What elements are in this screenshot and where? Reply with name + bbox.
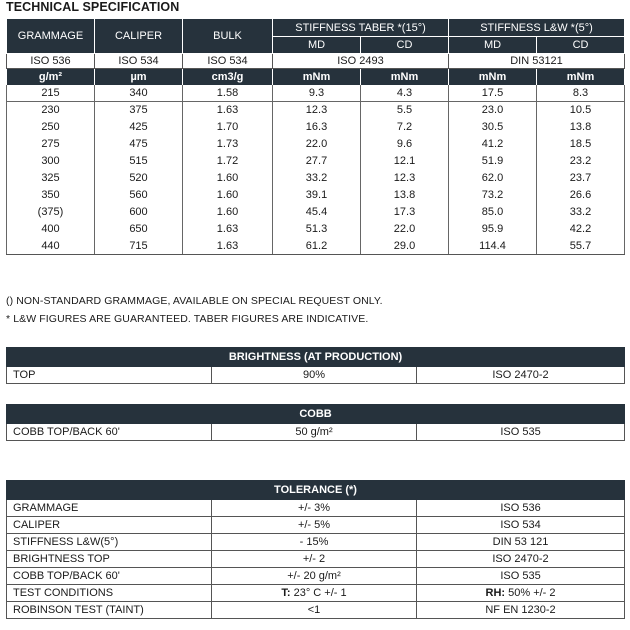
taber-cd-header: CD [361, 37, 449, 54]
tolerance-row [7, 517, 625, 534]
unit-cell: µm [95, 69, 183, 85]
unit-cell: cm3/g [183, 69, 273, 85]
spec-cell: 85.0 [449, 204, 537, 221]
brightness-header: BRIGHTNESS (AT PRODUCTION) [7, 348, 625, 367]
tolerance-standard: ISO 535 [417, 568, 625, 585]
tolerance-value: - 15% [212, 534, 417, 551]
spec-cell: 215 [7, 85, 95, 102]
spec-cell: 325 [7, 170, 95, 187]
robinson-row [7, 602, 625, 619]
tolerance-row [7, 568, 625, 585]
spec-cell: 475 [95, 136, 183, 153]
spec-cell: 22.0 [273, 136, 361, 153]
tolerance-row [7, 500, 625, 517]
spec-cell: 350 [7, 187, 95, 204]
spec-cell: 275 [7, 136, 95, 153]
spec-cell: 23.2 [537, 153, 625, 170]
tolerance-standard: DIN 53 121 [417, 534, 625, 551]
spec-cell: 12.3 [361, 170, 449, 187]
spec-cell: 1.63 [183, 221, 273, 238]
tolerance-standard: ISO 536 [417, 500, 625, 517]
cobb-label: COBB TOP/BACK 60' [7, 424, 212, 441]
spec-cell: 8.3 [537, 85, 625, 102]
spec-cell: 26.6 [537, 187, 625, 204]
note-guarantee: * L&W FIGURES ARE GUARANTEED. TABER FIGURES ARE INDICATIVE. [6, 313, 369, 325]
spec-cell: 1.63 [183, 102, 273, 119]
unit-cell: mNm [361, 69, 449, 85]
taber-md-header: MD [273, 37, 361, 54]
brightness-standard: ISO 2470-2 [417, 367, 625, 384]
note-nonstandard: () NON-STANDARD GRAMMAGE, AVAILABLE ON SPECIAL REQUEST ONLY. [6, 295, 383, 307]
spec-cell: 520 [95, 170, 183, 187]
col-caliper-header: CALIPER [95, 19, 183, 54]
temperature-text: 23° C +/- 1 [290, 587, 347, 599]
tolerance-standard: ISO 534 [417, 517, 625, 534]
col-taber-header: STIFFNESS TABER *(15°) [273, 19, 449, 37]
spec-row [7, 238, 625, 255]
col-lw-header: STIFFNESS L&W *(5°) [449, 19, 625, 37]
spec-cell: 29.0 [361, 238, 449, 255]
tolerance-row [7, 551, 625, 568]
brightness-label: TOP [7, 367, 212, 384]
spec-cell: 9.6 [361, 136, 449, 153]
brightness-value: 90% [212, 367, 417, 384]
standard-cell: DIN 53121 [449, 54, 625, 69]
spec-cell: 600 [95, 204, 183, 221]
tolerance-row [7, 534, 625, 551]
spec-cell: 250 [7, 119, 95, 136]
spec-cell: 17.3 [361, 204, 449, 221]
standard-cell: ISO 534 [95, 54, 183, 69]
lw-md-header: MD [449, 37, 537, 54]
humidity-text: 50% +/- 2 [505, 587, 556, 599]
tolerance-value: +/- 3% [212, 500, 417, 517]
robinson-label: ROBINSON TEST (TAINT) [7, 602, 212, 619]
cobb-header: COBB [7, 405, 625, 424]
standard-cell: ISO 536 [7, 54, 95, 69]
spec-cell: 1.63 [183, 238, 273, 255]
spec-cell: 55.7 [537, 238, 625, 255]
tolerance-label: BRIGHTNESS TOP [7, 551, 212, 568]
humidity-key: RH: [485, 587, 506, 599]
robinson-value: <1 [212, 602, 417, 619]
spec-row [7, 102, 625, 119]
spec-cell: 1.60 [183, 170, 273, 187]
spec-cell: 61.2 [273, 238, 361, 255]
spec-cell: 400 [7, 221, 95, 238]
spec-cell: 41.2 [449, 136, 537, 153]
col-bulk-header: BULK [183, 19, 273, 54]
spec-cell: 13.8 [361, 187, 449, 204]
unit-cell: mNm [273, 69, 361, 85]
spec-cell: 9.3 [273, 85, 361, 102]
tolerance-label: STIFFNESS L&W(5°) [7, 534, 212, 551]
spec-cell: 440 [7, 238, 95, 255]
tolerance-value: +/- 5% [212, 517, 417, 534]
test-conditions-row [7, 585, 625, 602]
spec-cell: 4.3 [361, 85, 449, 102]
spec-row [7, 85, 625, 102]
spec-cell: 1.72 [183, 153, 273, 170]
spec-cell: 22.0 [361, 221, 449, 238]
tolerance-label: COBB TOP/BACK 60' [7, 568, 212, 585]
spec-cell: 51.9 [449, 153, 537, 170]
tolerance-standard: ISO 2470-2 [417, 551, 625, 568]
cobb-value: 50 g/m² [212, 424, 417, 441]
spec-cell: 27.7 [273, 153, 361, 170]
unit-cell: g/m² [7, 69, 95, 85]
spec-cell: 62.0 [449, 170, 537, 187]
unit-cell: mNm [537, 69, 625, 85]
spec-row [7, 187, 625, 204]
spec-cell: 95.9 [449, 221, 537, 238]
spec-cell: 715 [95, 238, 183, 255]
spec-cell: (375) [7, 204, 95, 221]
tolerance-table [6, 480, 625, 619]
temperature-key: T: [281, 587, 291, 599]
tolerance-label: GRAMMAGE [7, 500, 212, 517]
spec-cell: 560 [95, 187, 183, 204]
tolerance-label: CALIPER [7, 517, 212, 534]
robinson-standard: NF EN 1230-2 [417, 602, 625, 619]
spec-cell: 73.2 [449, 187, 537, 204]
page-title: TECHNICAL SPECIFICATION [6, 0, 180, 14]
spec-row [7, 170, 625, 187]
spec-cell: 5.5 [361, 102, 449, 119]
standards-row [7, 54, 625, 69]
spec-cell: 1.60 [183, 204, 273, 221]
spec-cell: 42.2 [537, 221, 625, 238]
spec-cell: 17.5 [449, 85, 537, 102]
spec-cell: 1.70 [183, 119, 273, 136]
spec-cell: 16.3 [273, 119, 361, 136]
spec-cell: 425 [95, 119, 183, 136]
spec-cell: 650 [95, 221, 183, 238]
spec-cell: 51.3 [273, 221, 361, 238]
lw-cd-header: CD [537, 37, 625, 54]
standard-cell: ISO 2493 [273, 54, 449, 69]
tolerance-value: +/- 20 g/m² [212, 568, 417, 585]
spec-row [7, 136, 625, 153]
spec-cell: 39.1 [273, 187, 361, 204]
spec-cell: 33.2 [273, 170, 361, 187]
cobb-table [6, 404, 625, 441]
spec-row [7, 204, 625, 221]
spec-cell: 10.5 [537, 102, 625, 119]
unit-cell: mNm [449, 69, 537, 85]
cobb-standard: ISO 535 [417, 424, 625, 441]
test-conditions-label: TEST CONDITIONS [7, 585, 212, 602]
spec-cell: 300 [7, 153, 95, 170]
spec-cell: 1.60 [183, 187, 273, 204]
spec-table [6, 18, 625, 255]
spec-cell: 7.2 [361, 119, 449, 136]
spec-cell: 1.58 [183, 85, 273, 102]
spec-cell: 230 [7, 102, 95, 119]
spec-cell: 45.4 [273, 204, 361, 221]
spec-row [7, 153, 625, 170]
spec-cell: 12.1 [361, 153, 449, 170]
spec-cell: 33.2 [537, 204, 625, 221]
humidity-value [417, 585, 625, 602]
standard-cell: ISO 534 [183, 54, 273, 69]
spec-cell: 114.4 [449, 238, 537, 255]
spec-cell: 23.7 [537, 170, 625, 187]
spec-row [7, 221, 625, 238]
units-row [7, 69, 625, 85]
temperature-value [212, 585, 417, 602]
spec-cell: 30.5 [449, 119, 537, 136]
spec-cell: 13.8 [537, 119, 625, 136]
spec-cell: 515 [95, 153, 183, 170]
spec-cell: 12.3 [273, 102, 361, 119]
spec-cell: 23.0 [449, 102, 537, 119]
spec-row [7, 119, 625, 136]
spec-cell: 1.73 [183, 136, 273, 153]
spec-cell: 375 [95, 102, 183, 119]
tolerance-header: TOLERANCE (*) [7, 481, 625, 500]
tolerance-value: +/- 2 [212, 551, 417, 568]
brightness-table [6, 347, 625, 384]
spec-cell: 18.5 [537, 136, 625, 153]
spec-cell: 340 [95, 85, 183, 102]
col-grammage-header: GRAMMAGE [7, 19, 95, 54]
